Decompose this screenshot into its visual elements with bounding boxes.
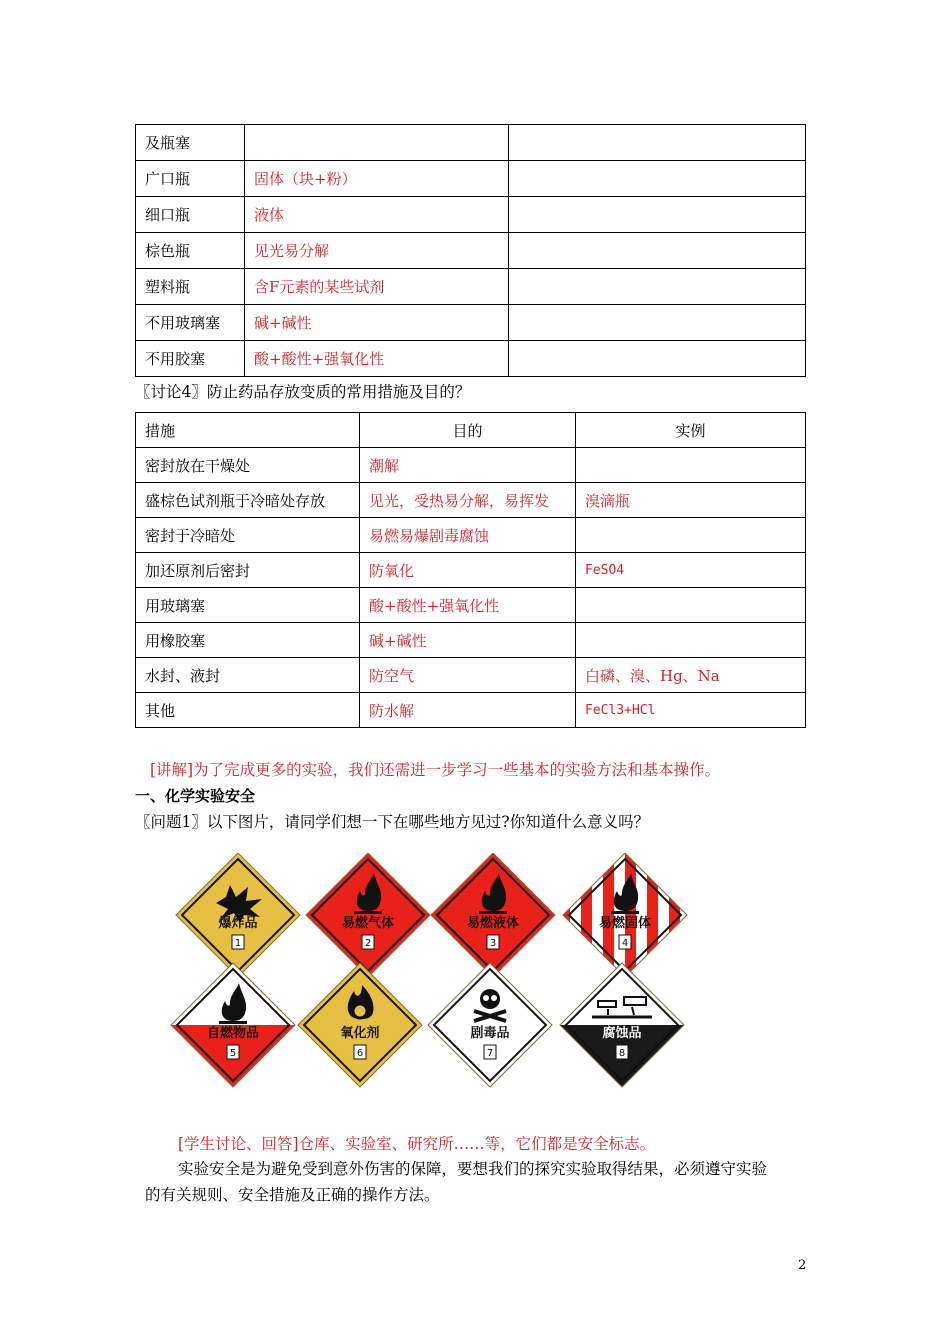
bottle-table (135, 124, 806, 377)
hazard-sign-4 (563, 853, 687, 977)
table-cell-purpose: 潮解 (360, 448, 576, 483)
table-cell-purpose: 防空气 (360, 658, 576, 693)
table-cell-purpose: 碱+碱性 (360, 623, 576, 658)
table-cell-extra (509, 161, 806, 197)
discussion-4-prompt: 〖讨论4〗防止药品存放变质的常用措施及目的？ (135, 383, 471, 401)
hazard-signs-group (160, 853, 700, 1093)
hazard-sign-label: 爆炸品 (218, 916, 258, 931)
table-cell-extra (509, 305, 806, 341)
explanation-text: [讲解]为了完成更多的实验，我们还需进一步学习一些基本的实验方法和基本操作。 (150, 761, 721, 779)
header-purpose: 目的 (360, 413, 576, 448)
table-cell-name: 细口瓶 (136, 197, 245, 233)
table-cell-use: 酸+酸性+强氧化性 (245, 341, 509, 377)
table-cell-measure: 盛棕色试剂瓶于冷暗处存放 (136, 483, 360, 518)
table-cell-measure: 密封于冷暗处 (136, 518, 360, 553)
table-row (136, 448, 806, 483)
table-row (136, 269, 806, 305)
table-cell-measure: 密封放在干燥处 (136, 448, 360, 483)
table-cell-extra (509, 341, 806, 377)
table-cell-purpose: 防水解 (360, 693, 576, 728)
hazard-sign-3 (431, 853, 555, 977)
hazard-sign-number: 2 (364, 938, 372, 949)
hazard-sign-label: 易燃液体 (466, 916, 520, 931)
table-cell-example (576, 588, 806, 623)
table-row (136, 658, 806, 693)
table-cell-name: 棕色瓶 (136, 233, 245, 269)
table-cell-measure: 其他 (136, 693, 360, 728)
table-cell-use: 固体（块+粉） (245, 161, 509, 197)
hazard-sign-number: 5 (229, 1048, 237, 1059)
hazard-sign-7 (428, 963, 552, 1087)
hazard-sign-label: 腐蚀品 (602, 1026, 642, 1041)
storage-measures-table (135, 412, 806, 728)
table-row (136, 125, 806, 161)
table-row (136, 305, 806, 341)
hazard-sign-number: 3 (489, 938, 497, 949)
table-cell-measure: 加还原剂后密封 (136, 553, 360, 588)
paragraph-line-2: 的有关规则、安全措施及正确的操作方法。 (145, 1186, 440, 1204)
question-1-prompt: 〖问题1〗以下图片，请同学们想一下在哪些地方见过?你知道什么意义吗？ (135, 813, 650, 831)
table-cell-example (576, 623, 806, 658)
table-row (136, 161, 806, 197)
hazard-sign-label: 易燃固体 (598, 916, 652, 931)
table-cell-measure: 用玻璃塞 (136, 588, 360, 623)
table-row (136, 623, 806, 658)
hazard-sign-label: 剧毒品 (470, 1026, 510, 1041)
table-cell-example: 溴滴瓶 (576, 483, 806, 518)
hazard-sign-5 (171, 963, 295, 1087)
table-row (136, 693, 806, 728)
hazard-sign-label: 易燃气体 (341, 916, 395, 931)
table-cell-measure: 用橡胶塞 (136, 623, 360, 658)
table-cell-purpose: 见光，受热易分解，易挥发 (360, 483, 576, 518)
table-cell-extra (509, 233, 806, 269)
hazard-sign-number: 8 (618, 1048, 626, 1059)
table-cell-use: 液体 (245, 197, 509, 233)
table-cell-name: 塑料瓶 (136, 269, 245, 305)
hazard-sign-label: 氧化剂 (340, 1026, 380, 1041)
hazard-sign-label: 自燃物品 (206, 1026, 260, 1041)
table-cell-name: 不用胶塞 (136, 341, 245, 377)
table-row (136, 233, 806, 269)
table-cell-extra (509, 197, 806, 233)
header-measure: 措施 (136, 413, 360, 448)
table-cell-use: 碱+碱性 (245, 305, 509, 341)
section-heading: 一、化学实验安全 (135, 787, 256, 805)
student-answer: [学生讨论、回答]仓库、实验室、研究所……等，它们都是安全标志。 (178, 1135, 656, 1153)
table-cell-name: 及瓶塞 (136, 125, 245, 161)
table-row (136, 518, 806, 553)
page-number: 2 (798, 1258, 807, 1273)
header-example: 实例 (576, 413, 806, 448)
table-cell-example (576, 518, 806, 553)
table-cell-measure: 水封、液封 (136, 658, 360, 693)
hazard-sign-1 (176, 853, 300, 977)
hazard-sign-6 (298, 963, 422, 1087)
table-row (136, 553, 806, 588)
hazard-sign-number: 7 (486, 1048, 494, 1059)
table-cell-purpose: 防氧化 (360, 553, 576, 588)
table-row (136, 588, 806, 623)
hazard-sign-8 (560, 963, 684, 1087)
paragraph-line-1: 实验安全是为避免受到意外伤害的保障，要想我们的探究实验取得结果，必须遵守实验 (178, 1160, 768, 1178)
table-cell-name: 不用玻璃塞 (136, 305, 245, 341)
table-cell-name: 广口瓶 (136, 161, 245, 197)
table-cell-use: 含F元素的某些试剂 (245, 269, 509, 305)
table-cell-use: 见光易分解 (245, 233, 509, 269)
table-cell-use (245, 125, 509, 161)
table-row (136, 483, 806, 518)
table-row (136, 341, 806, 377)
hazard-sign-number: 4 (621, 938, 629, 949)
table-cell-purpose: 酸+酸性+强氧化性 (360, 588, 576, 623)
table-cell-example (576, 448, 806, 483)
table-cell-example: FeCl3+HCl (576, 693, 806, 728)
table-cell-example: 白磷、溴、Hg、Na (576, 658, 806, 693)
hazard-sign-2 (306, 853, 430, 977)
table-cell-extra (509, 125, 806, 161)
table-cell-extra (509, 269, 806, 305)
hazard-sign-number: 1 (234, 938, 242, 949)
table-cell-purpose: 易燃易爆剧毒腐蚀 (360, 518, 576, 553)
table-cell-example: FeSO4 (576, 553, 806, 588)
hazard-sign-number: 6 (356, 1048, 364, 1059)
table-header-row (136, 413, 806, 448)
table-row (136, 197, 806, 233)
